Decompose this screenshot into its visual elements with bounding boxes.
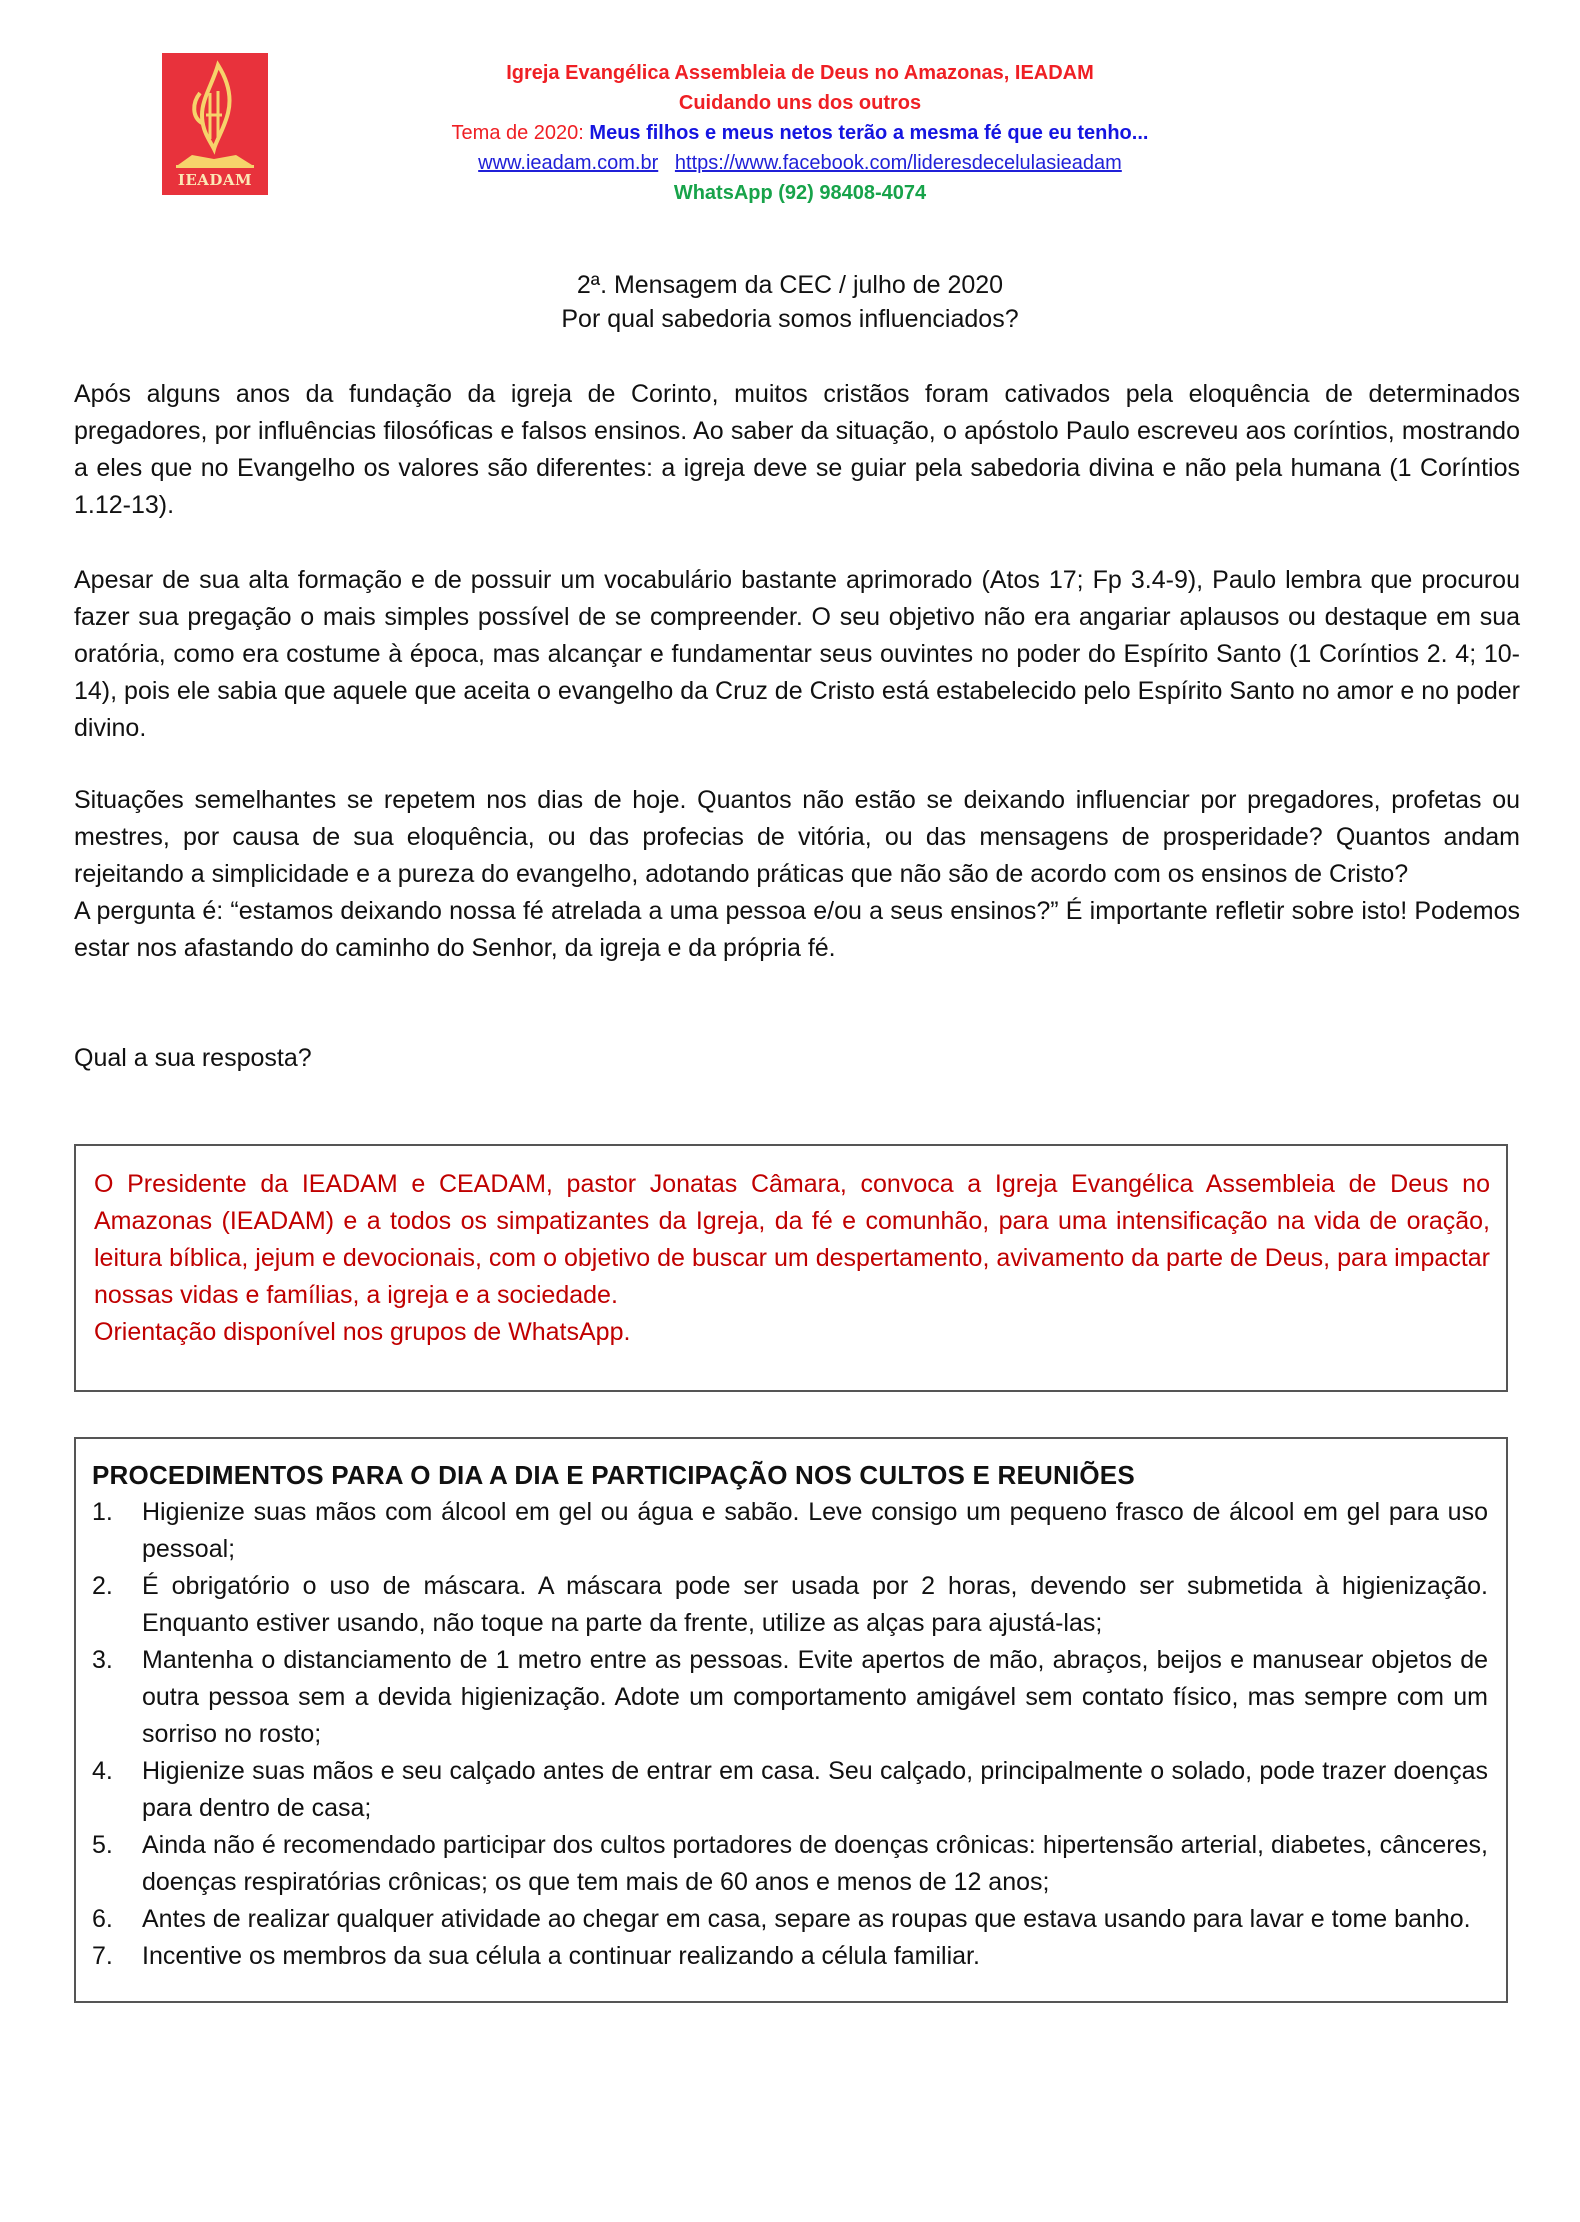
- item-number: 5.: [92, 1831, 113, 1859]
- list-item: [92, 1938, 1488, 1975]
- procedures-title: PROCEDIMENTOS PARA O DIA A DIA E PARTICIPAÇÃO NOS CULTOS E REUNIÕES: [92, 1460, 1135, 1490]
- paragraph-3b: A pergunta é: “estamos deixando nossa fé atrelada a uma pessoa e/ou a seus ensinos?” É importante refletir sobre isto! Podemos estar nos afastando do caminho do Senhor, da igreja e da própria fé.: [74, 897, 1520, 962]
- paragraph-3: [74, 782, 1520, 967]
- item-number: 7.: [92, 1942, 113, 1970]
- notice-text: O Presidente da IEADAM e CEADAM, pastor Jonatas Câmara, convoca a Igreja Evangélica Assembleia de Deus no Amazonas (IEADAM) e a todos os simpatizantes da Igreja, da fé e comunhão, para uma intensificação na vida de oração, leitura bíblica, jejum e devocionais, com o objetivo de buscar um despertamento, avivamento da parte de Deus, para impactar nossas vidas e famílias, a igreja e a sociedade.: [94, 1170, 1490, 1309]
- item-text: Ainda não é recomendado participar dos cultos portadores de doenças crônicas: hipertensão arterial, diabetes, cânceres, doenças respiratórias crônicas; os que tem mais de 60 anos e menos de 12 anos;: [142, 1831, 1488, 1896]
- website-link[interactable]: www.ieadam.com.br: [478, 152, 659, 174]
- paragraph-1: Após alguns anos da fundação da igreja de Corinto, muitos cristãos foram cativados pela eloquência de determinados pregadores, por influências filosóficas e falsos ensinos. Ao saber da situação, o apóstolo Paulo escreveu aos coríntios, mostrando a eles que no Evangelho os valores são diferentes: a igreja deve se guiar pela sabedoria divina e não pela humana (1 Coríntios 1.12-13).: [74, 380, 1520, 519]
- procedures-list: [92, 1494, 1488, 1975]
- whatsapp-contact: WhatsApp (92) 98408-4074: [673, 182, 927, 204]
- list-item: [92, 1827, 1488, 1901]
- ieadam-logo: [162, 53, 268, 195]
- theme-label: Tema de 2020:: [451, 122, 590, 144]
- item-number: 2.: [92, 1572, 113, 1600]
- message-subtitle: 2ª. Mensagem da CEC / julho de 2020: [576, 271, 1004, 299]
- item-text: Mantenha o distanciamento de 1 metro entre as pessoas. Evite apertos de mão, abraços, beijos e manusear objetos de outra pessoa sem a devida higienização. Adote um comportamento amigável sem contato físico, mas sempre com um sorriso no rosto;: [142, 1646, 1488, 1748]
- list-item: [92, 1901, 1488, 1938]
- president-notice-box: [74, 1144, 1508, 1392]
- logo-text: IEADAM: [177, 171, 253, 189]
- closing-question: Qual a sua resposta?: [74, 1044, 312, 1072]
- item-number: 4.: [92, 1757, 113, 1785]
- item-text: Incentive os membros da sua célula a continuar realizando a célula familiar.: [142, 1942, 980, 1970]
- paragraph-2: Apesar de sua alta formação e de possuir um vocabulário bastante aprimorado (Atos 17; Fp 3.4-9), Paulo lembra que procurou fazer sua pregação o mais simples possível de se compreender. O seu objetivo não era angariar aplausos ou destaque em sua oratória, como era costume à época, mas alcançar e fundamentar seus ouvintes no poder do Espírito Santo (1 Coríntios 2. 4; 10-14), pois ele sabia que aquele que aceita o evangelho da Cruz de Cristo está estabelecido pelo Espírito Santo no amor e no poder divino.: [74, 566, 1520, 742]
- procedures-box: [74, 1437, 1508, 2003]
- letterhead: [360, 58, 1240, 208]
- item-number: 1.: [92, 1498, 113, 1526]
- item-text: É obrigatório o uso de máscara. A máscara pode ser usada por 2 horas, devendo ser submetida à higienização. Enquanto estiver usando, não toque na parte da frente, utilize as alças para ajustá-las;: [142, 1572, 1488, 1637]
- list-item: [92, 1753, 1488, 1827]
- item-number: 3.: [92, 1646, 113, 1674]
- list-item: [92, 1494, 1488, 1568]
- list-item: [92, 1568, 1488, 1642]
- links-line: [360, 148, 1240, 178]
- message-title: [300, 268, 1280, 336]
- item-text: Higienize suas mãos e seu calçado antes de entrar em casa. Seu calçado, principalmente o solado, pode trazer doenças para dentro de casa;: [142, 1757, 1488, 1822]
- message-heading: Por qual sabedoria somos influenciados?: [561, 305, 1019, 333]
- theme-text: Meus filhos e meus netos terão a mesma fé que eu tenho...: [589, 122, 1149, 144]
- paragraph-3a: Situações semelhantes se repetem nos dias de hoje. Quantos não estão se deixando influenciar por pregadores, profetas ou mestres, por causa de sua eloquência, ou das profecias de vitória, ou das mensagens de prosperidade? Quantos andam rejeitando a simplicidade e a pureza do evangelho, adotando práticas que não são de acordo com os ensinos de Cristo?: [74, 786, 1520, 888]
- theme-line: [360, 118, 1240, 148]
- facebook-link[interactable]: https://www.facebook.com/lideresdecelulasieadam: [674, 152, 1122, 174]
- item-text: Higienize suas mãos com álcool em gel ou água e sabão. Leve consigo um pequeno frasco de álcool em gel para uso pessoal;: [142, 1498, 1488, 1563]
- item-text: Antes de realizar qualquer atividade ao chegar em casa, separe as roupas que estava usando para lavar e tome banho.: [142, 1905, 1471, 1933]
- list-item: [92, 1642, 1488, 1753]
- motto: Cuidando uns dos outros: [678, 92, 922, 114]
- item-number: 6.: [92, 1905, 113, 1933]
- notice-orientation: Orientação disponível nos grupos de WhatsApp.: [94, 1318, 631, 1346]
- church-name: Igreja Evangélica Assembleia de Deus no Amazonas, IEADAM: [506, 62, 1094, 84]
